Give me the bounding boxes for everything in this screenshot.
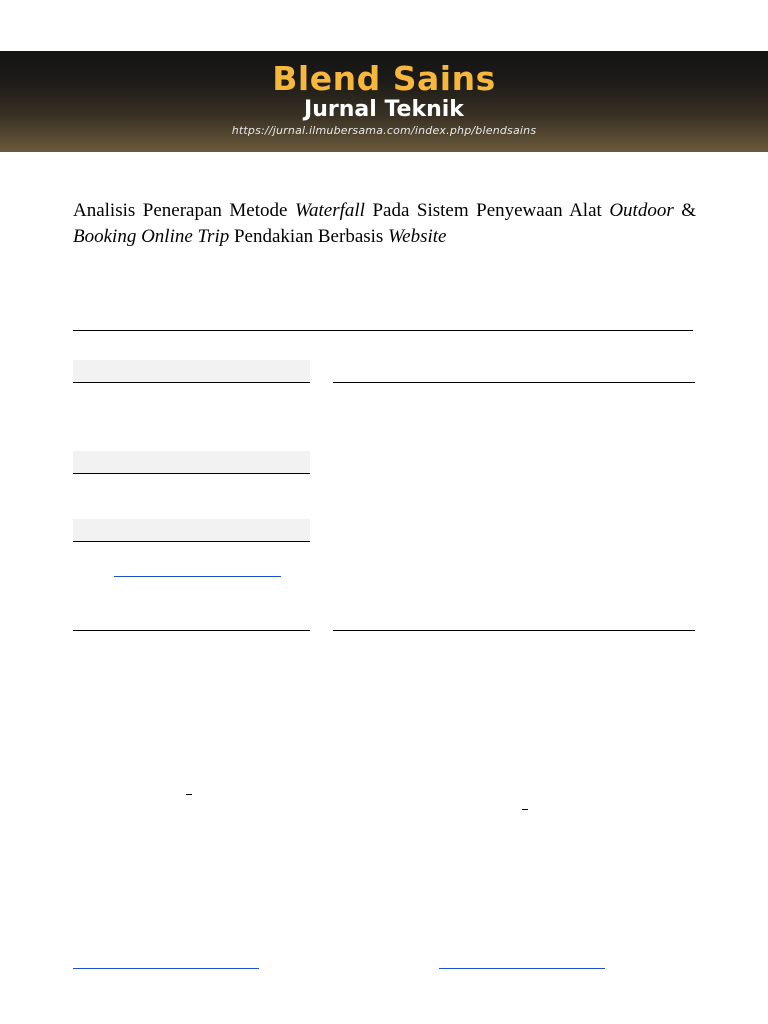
title-part-italic: Waterfall [294,200,365,221]
left-column-divider [73,630,310,631]
footer-link-right[interactable] [439,968,605,969]
title-part: & [673,200,696,221]
title-part: Pada Sistem Penyewaan Alat [364,200,610,221]
corresponding-author-box [73,519,310,542]
journal-name: Blend Sains [272,59,496,98]
journal-url[interactable]: https://jurnal.ilmubersama.com/index.php/blendsains [231,124,537,137]
article-title [73,198,696,250]
author-email-link[interactable] [114,576,281,577]
article-info-box [73,360,310,383]
title-part-italic: Outdoor [609,200,674,221]
title-part: Analisis Penerapan Metode [73,200,295,221]
abstract-top-rule [333,382,695,383]
journal-subtitle: Jurnal Teknik [304,97,464,122]
title-part-italic: Booking Online Trip [73,226,230,247]
title-part: Pendakian Berbasis [229,226,389,247]
title-part-italic: Website [388,226,447,247]
keywords-box [73,451,310,474]
footer-link-left[interactable] [73,968,259,969]
body-dash-left [186,794,192,795]
journal-banner [0,51,768,152]
author-divider [73,330,693,331]
body-dash-right [522,809,528,810]
abstract-bottom-rule [333,630,695,631]
